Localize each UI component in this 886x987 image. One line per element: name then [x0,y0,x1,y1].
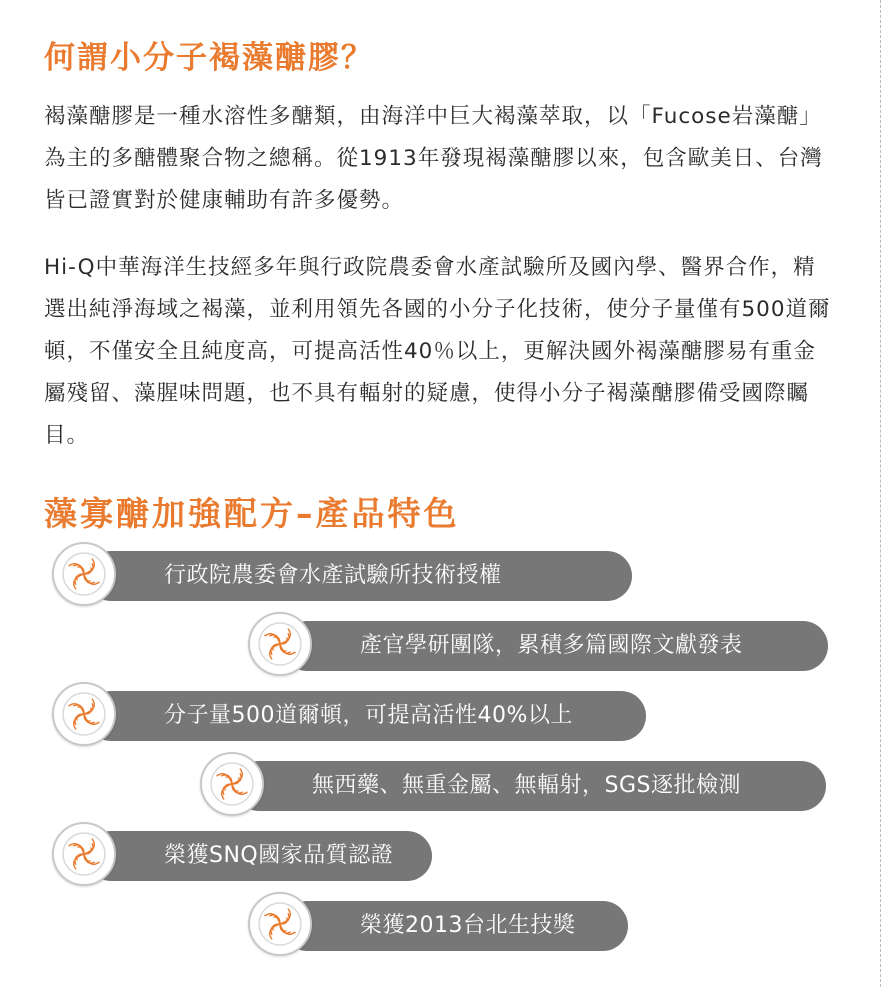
swirl-emblem-icon [248,612,312,676]
feature-label: 榮獲SNQ國家品質認證 [86,831,432,881]
section-title-what-is-fucoidan: 何謂小分子褐藻醣膠？ [44,40,374,76]
feature-label: 無西藥、無重金屬、無輻射，SGS逐批檢測 [234,761,826,811]
swirl-emblem-icon [52,822,116,886]
feature-label: 產官學研團隊，累積多篇國際文獻發表 [282,621,828,671]
feature-label: 榮獲2013台北生技獎 [282,901,628,951]
feature-label: 分子量500道爾頓，可提高活性40%以上 [86,691,646,741]
swirl-emblem-icon [200,752,264,816]
company-paragraph: Hi-Q中華海洋生技經多年與行政院農委會水產試驗所及國內學、醫界合作，精選出純淨海域之褐藻，並利用領先各國的小分子化技術，使分子量僅有500道爾頓，不僅安全且純度高，可提高活性40％以上，更解決國外褐藻醣膠易有重金屬殘留、藻腥味問題，也不具有輻射的疑慮，使得小分子褐藻醣膠備受國際矚目。 [44,255,831,448]
swirl-emblem-icon [52,542,116,606]
swirl-emblem-icon [248,892,312,956]
feature-label: 行政院農委會水產試驗所技術授權 [86,551,632,601]
intro-paragraph: 褐藻醣膠是一種水溶性多醣類，由海洋中巨大褐藻萃取，以「Fucose岩藻醣」為主的多醣體聚合物之總稱。從1913年發現褐藻醣膠以來，包含歐美日、台灣皆已證實對於健康輔助有許多優勢。 [44,104,823,213]
section-title-product-features: 藻寡醣加強配方–產品特色 [44,494,460,533]
swirl-emblem-icon [52,682,116,746]
page-edge-dashed-line [880,0,881,987]
